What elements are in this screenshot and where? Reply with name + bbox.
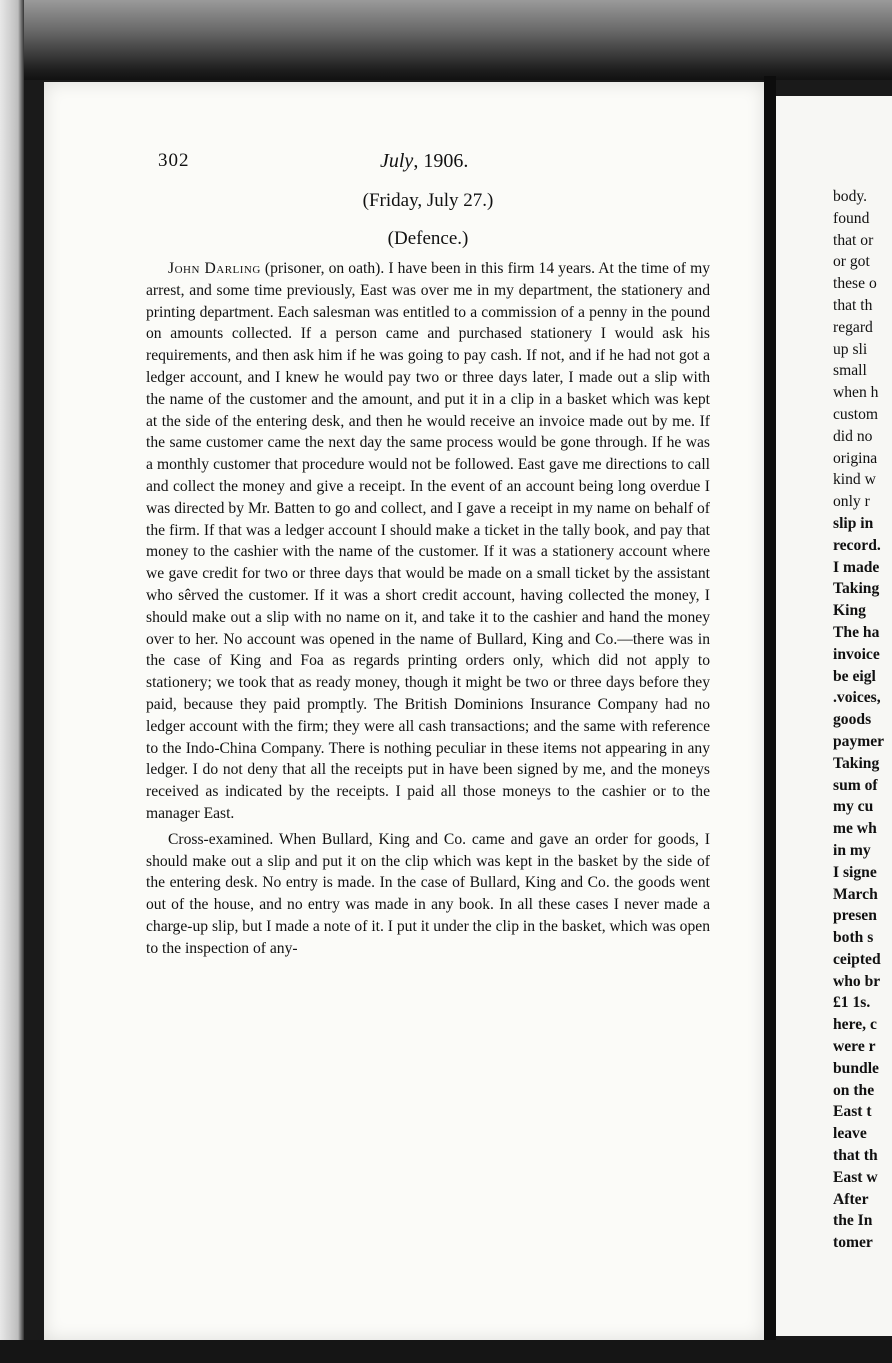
- right-page-line: ceipted: [833, 950, 881, 968]
- body-text: [146, 258, 710, 960]
- scan-bottom-band: [0, 1340, 892, 1363]
- right-page-line: leave: [833, 1125, 867, 1143]
- right-page-line: East w: [833, 1168, 878, 1186]
- speaker-name: John Darling: [168, 260, 261, 277]
- running-title-year: , 1906.: [413, 150, 469, 172]
- book-gutter: [764, 76, 776, 1346]
- right-page-line: that th: [833, 296, 873, 314]
- right-page-line: me wh: [833, 820, 877, 838]
- right-page-line: were r: [833, 1038, 876, 1056]
- scan-left-margin: [0, 0, 24, 1363]
- right-page-line: be eigl: [833, 667, 876, 685]
- running-header: [158, 150, 718, 178]
- right-page-line: bundle: [833, 1059, 879, 1077]
- right-page-text: [833, 186, 892, 1254]
- right-page-line: that th: [833, 1147, 878, 1165]
- right-page-line: Taking: [833, 580, 880, 598]
- right-page-line: on the: [833, 1081, 875, 1099]
- right-page-line: my cu: [833, 798, 874, 816]
- right-page-line: did no: [833, 427, 873, 445]
- right-page-line: small: [833, 362, 867, 380]
- right-page-line: East t: [833, 1103, 872, 1121]
- right-page-line: I made: [833, 558, 880, 576]
- scan-top-band: [0, 0, 892, 80]
- section-heading: (Defence.): [387, 228, 469, 249]
- testimony-text: (prisoner, on oath). I have been in this firm 14 years. At the time of my arrest, and some time previously, East was over me in my department, the stationery and printing department. Each salesman was entitled to a commission of a penny in the pound on amounts collected. If a person came and purchased stationery I would ask his requirements, and then ask him if he was going to pay cash. If not, and if he had not got a ledger account, and I knew he would pay two or three days later, I made out a slip with the name of the customer and the amount, and put it in a clip in a basket which was kept at the side of the entering desk, and then he would receive an invoice made out by me. If the same customer came the next day the same process would be gone through. If he was a monthly customer that procedure would not be followed. East gave me directions to call and collect the money and give a receipt. In the event of an account being long overdue I was directed by Mr. Batten to go and collect, and I gave a receipt in my name on behalf of the firm. If that was a ledger account I should make a ticket in the tally book, and pay that money to the cashier with the name of the customer. If it was a stationery account where we gave credit for two or three days that would be made on a small ticket by the assistant who sêrved the customer. If it was a short credit account, having collected the money, I should make out a slip with no name on it, and take it to the cashier and hand the money over to her. No account was opened in the name of Bullard, King and Co.—there was in the case of King and Foa as regards printing orders only, which did not apply to stationery; we took that as ready money, though it might be two or three days before they paid, because they paid promptly. The British Dominions Insurance Company had no ledger account with the firm; they were all cash transactions; and the same with reference to the Indo-China Company. There is nothing peculiar in these items not appearing in any ledger. I do not deny that all the receipts put in have been signed by me, and the moneys received as indicated by the receipts. I paid all those moneys to the cashier or to the manager East.: [146, 260, 710, 822]
- right-page-line: slip in: [833, 514, 874, 532]
- right-page-line: these o: [833, 275, 877, 293]
- right-page-line: who br: [833, 972, 881, 990]
- testimony-paragraph: [146, 258, 710, 825]
- right-page-line: tomer: [833, 1234, 873, 1252]
- right-page-line: presen: [833, 907, 877, 925]
- right-page-line: that or: [833, 231, 874, 249]
- right-page-line: £1 1s.: [833, 994, 871, 1012]
- right-page-line: when h: [833, 384, 879, 402]
- right-page-line: body.: [833, 188, 868, 205]
- right-page-line: up sli: [833, 340, 868, 358]
- right-page-line: here, c: [833, 1016, 877, 1034]
- right-page-line: sum of: [833, 776, 878, 794]
- right-page-line: paymer: [833, 732, 885, 750]
- right-page-line: The ha: [833, 623, 880, 641]
- right-page-line: found: [833, 209, 870, 227]
- running-title: [380, 150, 468, 173]
- right-page-line: or got: [833, 253, 870, 271]
- page-number: 302: [158, 150, 190, 171]
- right-page-line: I signe: [833, 863, 877, 881]
- right-page-line: King: [833, 602, 866, 620]
- running-title-month: July: [380, 150, 414, 172]
- right-page-line: only r: [833, 493, 870, 511]
- right-page-line: March: [833, 885, 878, 903]
- right-page-line: invoice: [833, 645, 880, 663]
- right-page-line: .voices,: [833, 689, 881, 707]
- right-page-line: origina: [833, 449, 878, 467]
- right-page-line: regard: [833, 318, 873, 336]
- right-page-line: record.: [833, 536, 881, 554]
- cross-examination-paragraph: Cross-examined. When Bullard, King and Co. came and gave an order for goods, I should make out a slip and put it on the clip which was kept in the basket by the side of the entering desk. No entry is made. In the case of Bullard, King and Co. the goods went out of the house, and no entry was made in any book. In all these cases I never made a charge-up slip, but I made a note of it. I put it under the clip in the basket, which was open to the inspection of any-: [146, 830, 710, 957]
- right-page-line: goods: [833, 711, 872, 729]
- right-page-line: in my: [833, 841, 871, 859]
- right-page-line: custom: [833, 405, 879, 423]
- right-page-line: both s: [833, 929, 874, 947]
- right-page-line: kind w: [833, 471, 876, 489]
- right-page-line: the In: [833, 1212, 873, 1230]
- right-page-line: After: [833, 1190, 869, 1208]
- date-heading: (Friday, July 27.): [362, 190, 494, 211]
- right-page-line: Taking: [833, 754, 880, 772]
